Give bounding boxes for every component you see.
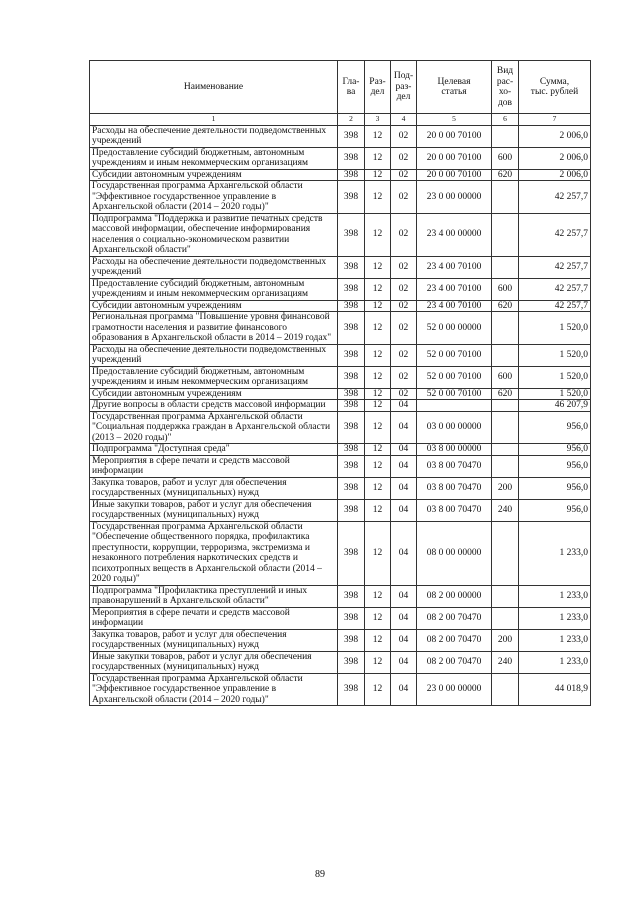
row-podrazdel: 04: [391, 400, 417, 412]
row-name: Региональная программа "Повышение уровня финансовой грамотности населения и развитие финансового образования в Архангельской области в 2014 – 2019 годах": [90, 312, 338, 345]
table-row: [90, 344, 591, 366]
row-sum: 46 207,9: [519, 400, 591, 412]
row-glava: 398: [338, 278, 365, 300]
row-glava: 398: [338, 499, 365, 521]
row-vid: 620: [492, 388, 519, 400]
row-sum: 1 233,0: [519, 607, 591, 629]
row-razdel: 12: [365, 181, 391, 214]
row-target: 03 8 00 70470: [417, 477, 492, 499]
row-glava: 398: [338, 388, 365, 400]
row-vid: 200: [492, 477, 519, 499]
row-name: Другие вопросы в области средств массовой информации: [90, 400, 338, 412]
row-name: Мероприятия в сфере печати и средств массовой информации: [90, 455, 338, 477]
row-name: Расходы на обеспечение деятельности подведомственных учреждений: [90, 344, 338, 366]
row-target: 08 0 00 00000: [417, 521, 492, 585]
header-target: Целевая статья: [417, 61, 492, 114]
row-vid: [492, 344, 519, 366]
row-name: Государственная программа Архангельской области "Обеспечение общественного порядка, профилактика преступности, коррупции, терроризма, экстремизма и незаконного потребления наркотических средств и психотропных веществ в Архангельской области (2014 – 2020 годы)": [90, 521, 338, 585]
row-vid: [492, 411, 519, 444]
row-vid: [492, 400, 519, 412]
row-name: Закупка товаров, работ и услуг для обеспечения государственных (муниципальных) нужд: [90, 477, 338, 499]
row-podrazdel: 04: [391, 521, 417, 585]
row-sum: 42 257,7: [519, 213, 591, 256]
row-glava: 398: [338, 444, 365, 456]
row-target: 20 0 00 70100: [417, 125, 492, 147]
row-vid: 620: [492, 300, 519, 312]
row-sum: 2 006,0: [519, 169, 591, 181]
row-vid: 240: [492, 651, 519, 673]
row-podrazdel: 04: [391, 444, 417, 456]
row-sum: 956,0: [519, 411, 591, 444]
table-header: [90, 61, 591, 114]
column-number: 3: [365, 114, 391, 126]
row-name: Субсидии автономным учреждениям: [90, 169, 338, 181]
row-name: Подпрограмма "Доступная среда": [90, 444, 338, 456]
row-razdel: 12: [365, 344, 391, 366]
row-razdel: 12: [365, 629, 391, 651]
column-number: 4: [391, 114, 417, 126]
row-sum: 956,0: [519, 499, 591, 521]
row-vid: [492, 455, 519, 477]
table-row: [90, 169, 591, 181]
row-glava: 398: [338, 455, 365, 477]
table-row: [90, 521, 591, 585]
row-podrazdel: 02: [391, 388, 417, 400]
row-vid: 600: [492, 366, 519, 388]
row-sum: 1 520,0: [519, 388, 591, 400]
row-podrazdel: 04: [391, 673, 417, 706]
row-sum: 1 520,0: [519, 344, 591, 366]
row-sum: 956,0: [519, 477, 591, 499]
row-vid: 200: [492, 629, 519, 651]
header-razdel: Раз- дел: [365, 61, 391, 114]
row-target: 03 8 00 70470: [417, 455, 492, 477]
row-target: 52 0 00 70100: [417, 388, 492, 400]
row-sum: 2 006,0: [519, 125, 591, 147]
row-vid: [492, 312, 519, 345]
row-name: Подпрограмма "Поддержка и развитие печатных средств массовой информации, обеспечение информирования населения о социально-экономическом развитии Архангельской области": [90, 213, 338, 256]
row-podrazdel: 02: [391, 278, 417, 300]
row-vid: [492, 125, 519, 147]
row-name: Подпрограмма "Профилактика преступлений и иных правонарушений в Архангельской области": [90, 585, 338, 607]
row-sum: 44 018,9: [519, 673, 591, 706]
row-glava: 398: [338, 312, 365, 345]
row-razdel: 12: [365, 366, 391, 388]
row-vid: [492, 213, 519, 256]
row-razdel: 12: [365, 147, 391, 169]
row-sum: 2 006,0: [519, 147, 591, 169]
row-name: Предоставление субсидий бюджетным, автономным учреждениям и иным некоммерческим организациям: [90, 147, 338, 169]
row-target: 08 2 00 70470: [417, 629, 492, 651]
table-row: [90, 499, 591, 521]
column-number: 5: [417, 114, 492, 126]
row-razdel: 12: [365, 278, 391, 300]
row-podrazdel: 02: [391, 366, 417, 388]
column-number: 6: [492, 114, 519, 126]
row-target: 08 2 00 70470: [417, 607, 492, 629]
row-podrazdel: 04: [391, 455, 417, 477]
row-target: [417, 400, 492, 412]
row-vid: [492, 673, 519, 706]
row-sum: 1 520,0: [519, 366, 591, 388]
row-target: 52 0 00 00000: [417, 312, 492, 345]
row-razdel: 12: [365, 477, 391, 499]
row-name: Субсидии автономным учреждениям: [90, 388, 338, 400]
row-name: Государственная программа Архангельской области "Эффективное государственное управление в Архангельской области (2014 – 2020 годы)": [90, 181, 338, 214]
row-target: 08 2 00 70470: [417, 651, 492, 673]
row-glava: 398: [338, 147, 365, 169]
table-row: [90, 256, 591, 278]
column-number: 2: [338, 114, 365, 126]
row-name: Государственная программа Архангельской области "Эффективное государственное управление в Архангельской области (2014 – 2020 годы)": [90, 673, 338, 706]
row-podrazdel: 04: [391, 411, 417, 444]
row-name: Расходы на обеспечение деятельности подведомственных учреждений: [90, 125, 338, 147]
row-sum: 956,0: [519, 455, 591, 477]
row-glava: 398: [338, 344, 365, 366]
table-row: [90, 312, 591, 345]
table-row: [90, 366, 591, 388]
row-razdel: 12: [365, 455, 391, 477]
row-podrazdel: 04: [391, 477, 417, 499]
row-razdel: 12: [365, 521, 391, 585]
row-glava: 398: [338, 300, 365, 312]
row-sum: 956,0: [519, 444, 591, 456]
row-glava: 398: [338, 607, 365, 629]
column-number: 1: [90, 114, 338, 126]
row-vid: [492, 256, 519, 278]
table-row: [90, 147, 591, 169]
table-row: [90, 455, 591, 477]
budget-table: [89, 60, 591, 706]
table-row: [90, 411, 591, 444]
row-name: Расходы на обеспечение деятельности подведомственных учреждений: [90, 256, 338, 278]
row-glava: 398: [338, 256, 365, 278]
row-name: Субсидии автономным учреждениям: [90, 300, 338, 312]
row-name: Предоставление субсидий бюджетным, автономным учреждениям и иным некоммерческим организациям: [90, 278, 338, 300]
row-sum: 42 257,7: [519, 300, 591, 312]
row-target: 03 8 00 00000: [417, 444, 492, 456]
column-number-row: [90, 114, 591, 126]
row-target: 23 0 00 00000: [417, 673, 492, 706]
row-vid: [492, 607, 519, 629]
row-sum: 1 233,0: [519, 521, 591, 585]
row-glava: 398: [338, 125, 365, 147]
row-vid: 600: [492, 278, 519, 300]
row-razdel: 12: [365, 388, 391, 400]
row-target: 23 4 00 70100: [417, 256, 492, 278]
table-row: [90, 300, 591, 312]
row-razdel: 12: [365, 585, 391, 607]
row-razdel: 12: [365, 444, 391, 456]
header-name: Наименование: [90, 61, 338, 114]
row-target: 08 2 00 00000: [417, 585, 492, 607]
row-glava: 398: [338, 477, 365, 499]
row-glava: 398: [338, 169, 365, 181]
table-row: [90, 181, 591, 214]
row-name: Мероприятия в сфере печати и средств массовой информации: [90, 607, 338, 629]
table-row: [90, 213, 591, 256]
row-vid: [492, 585, 519, 607]
header-sum: Сумма, тыс. рублей: [519, 61, 591, 114]
row-podrazdel: 04: [391, 585, 417, 607]
row-podrazdel: 02: [391, 181, 417, 214]
row-vid: 240: [492, 499, 519, 521]
header-vid: Вид рас- хо- дов: [492, 61, 519, 114]
row-sum: 42 257,7: [519, 278, 591, 300]
table-row: [90, 585, 591, 607]
row-target: 23 4 00 70100: [417, 300, 492, 312]
row-target: 23 0 00 00000: [417, 181, 492, 214]
row-sum: 1 233,0: [519, 651, 591, 673]
row-glava: 398: [338, 585, 365, 607]
row-podrazdel: 04: [391, 499, 417, 521]
row-name: Предоставление субсидий бюджетным, автономным учреждениям и иным некоммерческим организациям: [90, 366, 338, 388]
row-razdel: 12: [365, 400, 391, 412]
row-podrazdel: 02: [391, 256, 417, 278]
row-target: 03 8 00 70470: [417, 499, 492, 521]
row-razdel: 12: [365, 213, 391, 256]
row-razdel: 12: [365, 673, 391, 706]
row-glava: 398: [338, 400, 365, 412]
row-target: 52 0 00 70100: [417, 366, 492, 388]
row-target: 23 4 00 70100: [417, 278, 492, 300]
row-podrazdel: 04: [391, 629, 417, 651]
row-target: 20 0 00 70100: [417, 169, 492, 181]
row-podrazdel: 02: [391, 300, 417, 312]
table-row: [90, 651, 591, 673]
row-sum: 1 520,0: [519, 312, 591, 345]
header-podrazdel: Под- раз- дел: [391, 61, 417, 114]
row-razdel: 12: [365, 300, 391, 312]
row-glava: 398: [338, 411, 365, 444]
table-row: [90, 125, 591, 147]
table-row: [90, 400, 591, 412]
row-sum: 42 257,7: [519, 181, 591, 214]
row-target: 52 0 00 70100: [417, 344, 492, 366]
row-glava: 398: [338, 651, 365, 673]
table-row: [90, 673, 591, 706]
row-razdel: 12: [365, 256, 391, 278]
row-target: 03 0 00 00000: [417, 411, 492, 444]
row-glava: 398: [338, 213, 365, 256]
page-number: 89: [315, 869, 325, 880]
row-name: Государственная программа Архангельской области "Социальная поддержка граждан в Архангельской области (2013 – 2020 годы)": [90, 411, 338, 444]
row-target: 20 0 00 70100: [417, 147, 492, 169]
row-glava: 398: [338, 521, 365, 585]
row-glava: 398: [338, 673, 365, 706]
row-podrazdel: 02: [391, 312, 417, 345]
row-target: 23 4 00 00000: [417, 213, 492, 256]
row-podrazdel: 02: [391, 344, 417, 366]
row-glava: 398: [338, 629, 365, 651]
row-podrazdel: 04: [391, 607, 417, 629]
table-row: [90, 607, 591, 629]
row-name: Иные закупки товаров, работ и услуг для обеспечения государственных (муниципальных) нужд: [90, 499, 338, 521]
row-vid: [492, 181, 519, 214]
row-podrazdel: 02: [391, 169, 417, 181]
header-glava: Гла- ва: [338, 61, 365, 114]
row-razdel: 12: [365, 651, 391, 673]
row-vid: 600: [492, 147, 519, 169]
row-name: Иные закупки товаров, работ и услуг для обеспечения государственных (муниципальных) нужд: [90, 651, 338, 673]
row-podrazdel: 02: [391, 147, 417, 169]
table-row: [90, 477, 591, 499]
column-number: 7: [519, 114, 591, 126]
table-row: [90, 278, 591, 300]
row-razdel: 12: [365, 411, 391, 444]
row-podrazdel: 02: [391, 213, 417, 256]
table-row: [90, 444, 591, 456]
row-sum: 1 233,0: [519, 585, 591, 607]
row-podrazdel: 04: [391, 651, 417, 673]
row-sum: 1 233,0: [519, 629, 591, 651]
table-row: [90, 629, 591, 651]
row-razdel: 12: [365, 312, 391, 345]
row-razdel: 12: [365, 169, 391, 181]
row-razdel: 12: [365, 607, 391, 629]
row-name: Закупка товаров, работ и услуг для обеспечения государственных (муниципальных) нужд: [90, 629, 338, 651]
row-vid: [492, 444, 519, 456]
row-glava: 398: [338, 181, 365, 214]
row-vid: 620: [492, 169, 519, 181]
row-vid: [492, 521, 519, 585]
row-razdel: 12: [365, 125, 391, 147]
row-razdel: 12: [365, 499, 391, 521]
table-row: [90, 388, 591, 400]
row-glava: 398: [338, 366, 365, 388]
row-sum: 42 257,7: [519, 256, 591, 278]
row-podrazdel: 02: [391, 125, 417, 147]
